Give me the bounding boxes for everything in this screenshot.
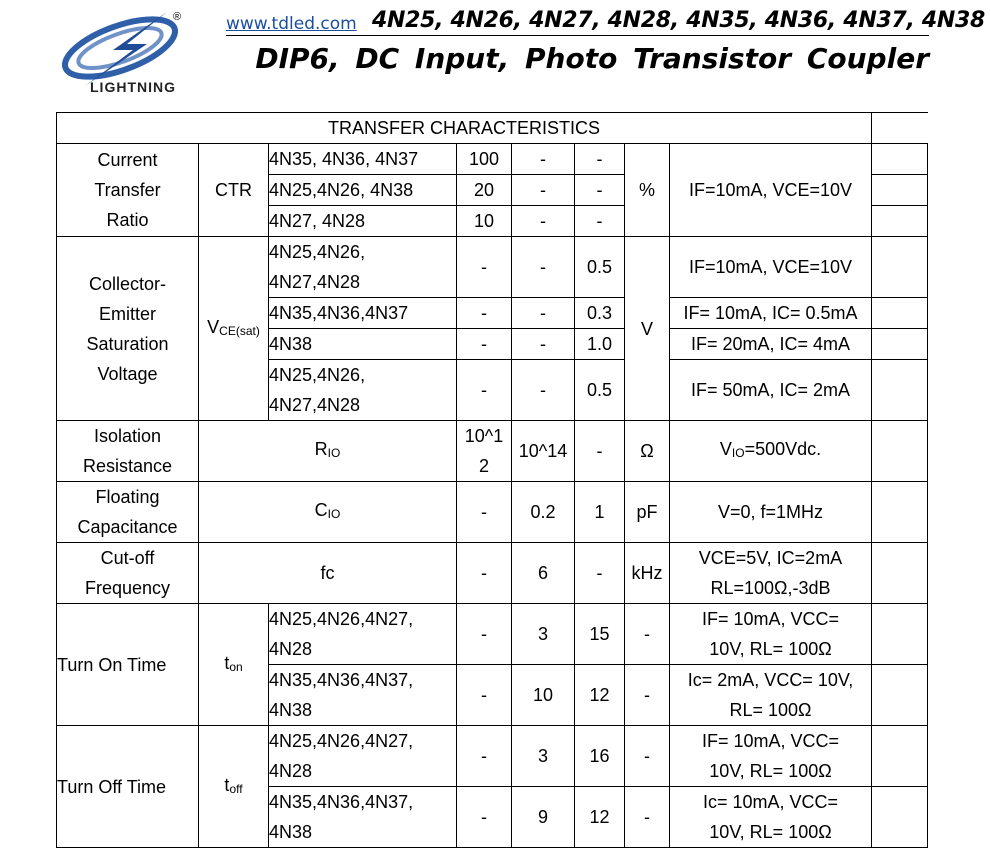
param-turn-off: Turn Off Time xyxy=(57,726,199,848)
symbol-ctr: CTR xyxy=(199,144,269,237)
max-cell: 0.5 xyxy=(575,237,625,298)
symbol-main: C xyxy=(314,500,328,520)
document-subtitle: DIP6, DC Input, Photo Transistor Coupler xyxy=(255,42,929,75)
empty-cell xyxy=(872,113,928,144)
min-cell: - xyxy=(457,298,512,329)
table-row xyxy=(57,726,928,787)
unit-cell: - xyxy=(625,726,670,787)
max-cell: - xyxy=(575,543,625,604)
max-cell: - xyxy=(575,175,625,206)
param-line: Cut-off xyxy=(100,548,155,568)
param-line: Current xyxy=(97,150,158,170)
unit-cell: pF xyxy=(625,482,670,543)
typ-cell: 10 xyxy=(512,665,575,726)
device-line: 4N25,4N26, xyxy=(269,242,366,262)
table-row xyxy=(57,543,928,604)
condition-cell: IF=10mA, VCE=10V xyxy=(670,237,872,298)
table-row xyxy=(57,421,928,482)
empty-cell xyxy=(872,329,928,360)
part-numbers: 4N25, 4N26, 4N27, 4N28, 4N35, 4N36, 4N37, 4N38 xyxy=(372,8,985,33)
unit-cell: - xyxy=(625,665,670,726)
min-cell: - xyxy=(457,604,512,665)
max-cell: 1 xyxy=(575,482,625,543)
cond-main: V xyxy=(719,439,732,459)
typ-cell: - xyxy=(512,237,575,298)
param-cutoff xyxy=(57,543,199,604)
table-row xyxy=(57,482,928,543)
param-line: Saturation xyxy=(86,333,169,354)
symbol-main: V xyxy=(207,316,220,337)
device-cell xyxy=(269,787,457,848)
table-row xyxy=(57,144,928,175)
device-line: 4N38 xyxy=(269,822,313,842)
device-line: 4N25,4N26,4N27, xyxy=(269,609,414,629)
symbol-sub: off xyxy=(229,781,243,796)
symbol-main: R xyxy=(314,439,328,459)
empty-cell xyxy=(872,482,928,543)
condition-line: 10V, RL= 100Ω xyxy=(709,822,832,842)
min-cell: - xyxy=(457,329,512,360)
header-rule xyxy=(226,35,929,36)
max-cell: - xyxy=(575,144,625,175)
device-line: 4N25,4N26, xyxy=(269,365,366,385)
condition-line: Ic= 10mA, VCC= xyxy=(702,792,839,812)
device-cell: 4N38 xyxy=(269,329,457,360)
min-cell xyxy=(457,421,512,482)
symbol-sub: IO xyxy=(327,446,341,460)
typ-cell: 0.2 xyxy=(512,482,575,543)
device-cell: 4N27, 4N28 xyxy=(269,206,457,237)
device-cell: 4N25,4N26, 4N38 xyxy=(269,175,457,206)
table-row xyxy=(57,604,928,665)
symbol-sub: CE(sat) xyxy=(219,323,260,338)
min-line: 10^1 xyxy=(464,426,504,446)
param-line: Resistance xyxy=(82,456,173,476)
param-line: Emitter xyxy=(98,303,156,324)
condition-cell xyxy=(670,604,872,665)
symbol-fc: fc xyxy=(199,543,457,604)
condition-cell xyxy=(670,543,872,604)
condition-line: RL= 100Ω xyxy=(729,700,812,720)
unit-cell: % xyxy=(625,144,670,237)
device-cell xyxy=(269,726,457,787)
typ-cell: - xyxy=(512,329,575,360)
condition-line: 10V, RL= 100Ω xyxy=(709,639,832,659)
min-cell: 20 xyxy=(457,175,512,206)
unit-cell: V xyxy=(625,237,670,421)
max-cell: 12 xyxy=(575,787,625,848)
device-line: 4N35,4N36,4N37, xyxy=(269,792,414,812)
page-header xyxy=(0,0,991,112)
condition-cell xyxy=(670,421,872,482)
max-cell: 0.5 xyxy=(575,360,625,421)
min-cell: - xyxy=(457,726,512,787)
condition-cell: V=0, f=1MHz xyxy=(670,482,872,543)
empty-cell xyxy=(872,237,928,298)
min-cell: - xyxy=(457,360,512,421)
device-cell xyxy=(269,237,457,298)
param-turn-on: Turn On Time xyxy=(57,604,199,726)
cond-rest: =500Vdc. xyxy=(744,439,822,459)
typ-cell: 10^14 xyxy=(512,421,575,482)
max-cell: 0.3 xyxy=(575,298,625,329)
empty-cell xyxy=(872,298,928,329)
device-cell xyxy=(269,604,457,665)
website-link[interactable]: www.tdled.com xyxy=(226,14,357,34)
empty-cell xyxy=(872,360,928,421)
empty-cell xyxy=(872,787,928,848)
empty-cell xyxy=(872,175,928,206)
transfer-characteristics-table xyxy=(56,112,928,848)
symbol-ton xyxy=(199,604,269,726)
param-line: Transfer xyxy=(94,180,161,200)
device-line: 4N28 xyxy=(269,639,313,659)
param-line: Frequency xyxy=(84,578,171,598)
typ-cell: 3 xyxy=(512,726,575,787)
empty-cell xyxy=(872,543,928,604)
device-line: 4N27,4N28 xyxy=(269,395,361,415)
condition-cell: IF=10mA, VCE=10V xyxy=(670,144,872,237)
param-line: Collector- xyxy=(88,273,167,294)
empty-cell xyxy=(872,604,928,665)
device-cell xyxy=(269,360,457,421)
min-cell: - xyxy=(457,665,512,726)
unit-cell: Ω xyxy=(625,421,670,482)
registered-mark: ® xyxy=(173,11,182,23)
condition-line: IF= 10mA, VCC= xyxy=(701,731,840,751)
symbol-sub: IO xyxy=(327,507,341,521)
typ-cell: - xyxy=(512,360,575,421)
condition-line: RL=100Ω,-3dB xyxy=(710,578,831,598)
condition-line: VCE=5V, IC=2mA xyxy=(698,548,843,568)
cond-sub: IO xyxy=(731,446,745,460)
param-line: Capacitance xyxy=(77,517,178,537)
unit-cell: kHz xyxy=(625,543,670,604)
symbol-toff xyxy=(199,726,269,848)
symbol-cio xyxy=(199,482,457,543)
max-cell: 1.0 xyxy=(575,329,625,360)
condition-cell: IF= 50mA, IC= 2mA xyxy=(670,360,872,421)
symbol-rio xyxy=(199,421,457,482)
empty-cell xyxy=(872,665,928,726)
max-cell: 12 xyxy=(575,665,625,726)
min-cell: 10 xyxy=(457,206,512,237)
device-cell: 4N35, 4N36, 4N37 xyxy=(269,144,457,175)
max-cell: - xyxy=(575,206,625,237)
empty-cell xyxy=(872,144,928,175)
table-title: TRANSFER CHARACTERISTICS xyxy=(57,113,872,144)
symbol-main: t xyxy=(224,774,230,795)
min-cell: - xyxy=(457,482,512,543)
table-title-row xyxy=(57,113,928,144)
symbol-sub: on xyxy=(229,659,243,674)
condition-cell: IF= 20mA, IC= 4mA xyxy=(670,329,872,360)
empty-cell xyxy=(872,421,928,482)
param-ctr xyxy=(57,144,199,237)
condition-cell: IF= 10mA, IC= 0.5mA xyxy=(670,298,872,329)
table-row xyxy=(57,237,928,298)
condition-line: Ic= 2mA, VCC= 10V, xyxy=(687,670,854,690)
typ-cell: - xyxy=(512,206,575,237)
condition-cell xyxy=(670,787,872,848)
device-line: 4N25,4N26,4N27, xyxy=(269,731,414,751)
empty-cell xyxy=(872,206,928,237)
device-cell: 4N35,4N36,4N37 xyxy=(269,298,457,329)
empty-cell xyxy=(872,726,928,787)
symbol-main: t xyxy=(224,652,230,673)
max-cell: 15 xyxy=(575,604,625,665)
device-line: 4N35,4N36,4N37, xyxy=(269,670,414,690)
device-line: 4N28 xyxy=(269,761,313,781)
min-cell: - xyxy=(457,237,512,298)
unit-cell: - xyxy=(625,604,670,665)
unit-cell: - xyxy=(625,787,670,848)
logo-text: LIGHTNING xyxy=(90,79,176,95)
device-line: 4N38 xyxy=(269,700,313,720)
symbol-vce-sat xyxy=(199,237,269,421)
param-vce-sat xyxy=(57,237,199,421)
max-cell: - xyxy=(575,421,625,482)
device-line: 4N27,4N28 xyxy=(269,272,361,292)
condition-line: 10V, RL= 100Ω xyxy=(709,761,832,781)
min-cell: 100 xyxy=(457,144,512,175)
max-cell: 16 xyxy=(575,726,625,787)
typ-cell: 9 xyxy=(512,787,575,848)
typ-cell: 6 xyxy=(512,543,575,604)
typ-cell: - xyxy=(512,175,575,206)
param-line: Floating xyxy=(95,487,160,507)
min-cell: - xyxy=(457,787,512,848)
typ-cell: - xyxy=(512,144,575,175)
param-line: Ratio xyxy=(106,210,149,230)
param-capacitance xyxy=(57,482,199,543)
condition-cell xyxy=(670,665,872,726)
typ-cell: 3 xyxy=(512,604,575,665)
condition-line: IF= 10mA, VCC= xyxy=(701,609,840,629)
param-isolation xyxy=(57,421,199,482)
device-cell xyxy=(269,665,457,726)
min-cell: - xyxy=(457,543,512,604)
condition-cell xyxy=(670,726,872,787)
param-line: Voltage xyxy=(97,363,158,384)
min-line: 2 xyxy=(478,456,489,476)
typ-cell: - xyxy=(512,298,575,329)
param-line: Isolation xyxy=(93,426,162,446)
